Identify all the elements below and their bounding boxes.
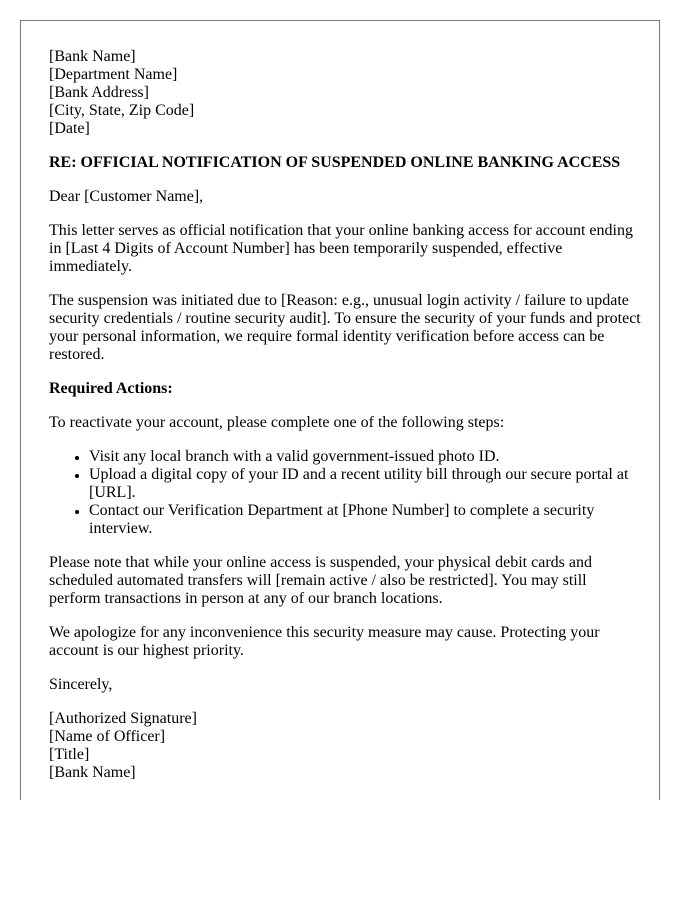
sender-block xyxy=(49,48,641,138)
closing: Sincerely, xyxy=(49,676,113,693)
officer-title: [Title] xyxy=(49,746,90,763)
sender-bank-name: [Bank Name] xyxy=(49,48,136,65)
letter-date: [Date] xyxy=(49,120,90,137)
sender-city-state-zip: [City, State, Zip Code] xyxy=(49,102,195,119)
required-actions-heading: Required Actions: xyxy=(49,380,173,397)
actions-list xyxy=(49,448,641,538)
salutation: Dear [Customer Name], xyxy=(49,188,204,205)
sender-address: [Bank Address] xyxy=(49,84,149,101)
paragraph-notification: This letter serves as official notification that your online banking access for account ending in [Last 4 Digits of Account Number] has been temporarily suspended, effective immediately. xyxy=(49,222,633,275)
signature-bank-name: [Bank Name] xyxy=(49,764,136,781)
paragraph-account-status: Please note that while your online access is suspended, your physical debit cards and scheduled automated transfers will [remain active / also be restricted]. You may still perform transactions in person at any of our branch locations. xyxy=(49,554,592,607)
paragraph-apology: We apologize for any inconvenience this security measure may cause. Protecting your account is our highest priority. xyxy=(49,624,600,659)
officer-name: [Name of Officer] xyxy=(49,728,166,745)
authorized-signature: [Authorized Signature] xyxy=(49,710,197,727)
subject-line: RE: OFFICIAL NOTIFICATION OF SUSPENDED ONLINE BANKING ACCESS xyxy=(49,154,621,171)
sender-department: [Department Name] xyxy=(49,66,178,83)
action-item-branch: • Visit any local branch with a valid government-issued photo ID. xyxy=(89,448,641,466)
actions-intro: To reactivate your account, please complete one of the following steps: xyxy=(49,414,505,431)
action-item-contact: • Contact our Verification Department at [Phone Number] to complete a security interview. xyxy=(89,502,641,538)
signature-block xyxy=(49,710,641,782)
action-item-upload: • Upload a digital copy of your ID and a recent utility bill through our secure portal at [URL]. xyxy=(89,466,641,502)
letter-body xyxy=(49,48,641,782)
paragraph-reason: The suspension was initiated due to [Reason: e.g., unusual login activity / failure to update security credentials / routine security audit]. To ensure the security of your funds and protect your personal information, we require formal identity verification before access can be restored. xyxy=(49,292,641,363)
